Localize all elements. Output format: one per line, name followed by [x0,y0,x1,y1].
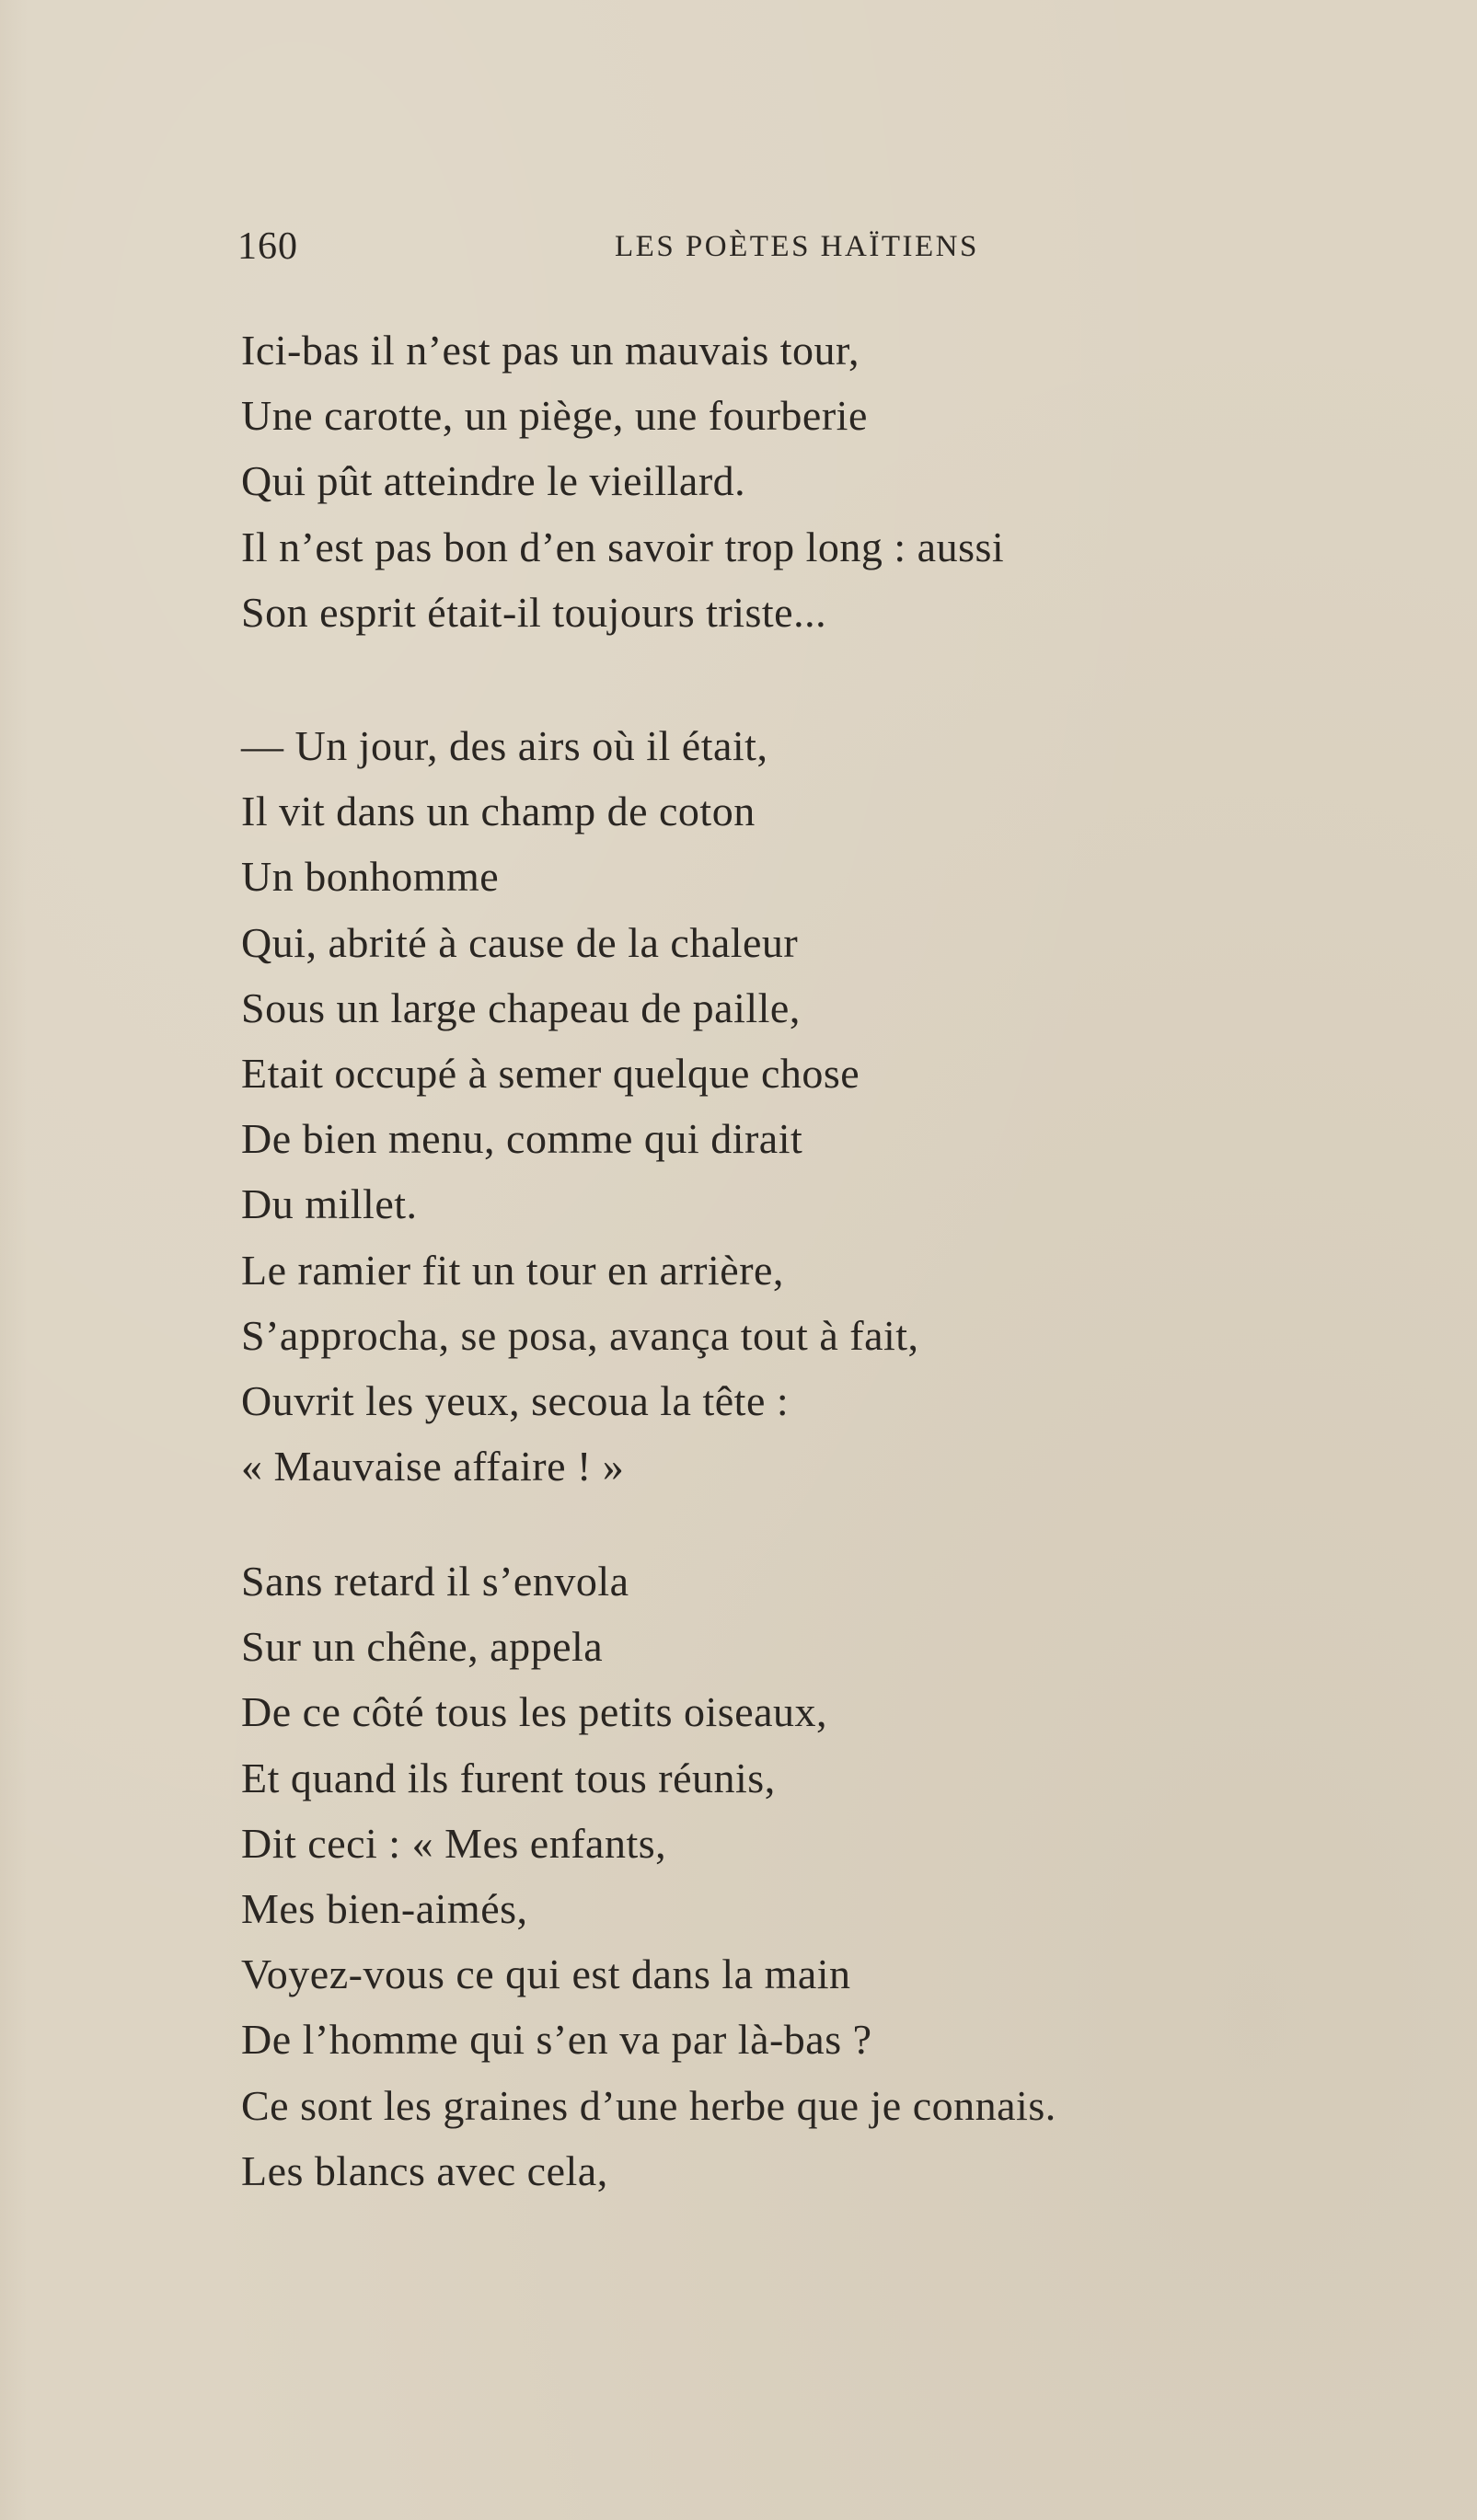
verse-line: Sous un large chapeau de paille, [241,984,801,1031]
verse-line: Sans retard il s’envola [241,1558,629,1605]
verse-line: Qui, abrité à cause de la chaleur [241,918,799,966]
verse-line: Les blancs avec cela, [241,2146,608,2194]
stanza-1 [241,317,1253,645]
verse-line: Mes bien-aimés, [241,1885,528,1933]
verse-line: Une carotte, un piège, une fourberie [241,392,868,440]
verse-line: De ce côté tous les petits oiseaux, [241,1688,828,1736]
verse-line: Ouvrit les yeux, secoua la tête : [241,1377,790,1425]
stanza-2 [241,713,1253,1499]
verse-line: De l’homme qui s’en va par là-bas ? [241,2016,872,2064]
verse-line: Qui pût atteindre le vieillard. [241,457,746,505]
verse-line: Dit ceci : « Mes enfants, [241,1819,667,1867]
verse-line: De bien menu, comme qui dirait [241,1115,803,1163]
verse-line: Ce sont les graines d’une herbe que je connais. [241,2081,1056,2129]
verse-line: Du millet. [241,1180,418,1228]
page-header [237,224,1047,280]
verse-line: Il vit dans un champ de coton [241,788,756,835]
verse-line: Ici-bas il n’est pas un mauvais tour, [241,327,860,374]
running-title: LES POÈTES HAÏTIENS [615,230,979,263]
verse-line: Etait occupé à semer quelque chose [241,1050,860,1098]
verse-line: Il n’est pas bon d’en savoir trop long : aussi [241,523,1005,570]
verse-line: Sur un chêne, appela [241,1623,604,1671]
verse-line: Et quand ils furent tous réunis, [241,1754,776,1801]
verse-line: Un bonhomme [241,853,500,901]
page-number: 160 [237,225,298,268]
verse-line: S’approcha, se posa, avança tout à fait, [241,1311,919,1359]
verse-line: — Un jour, des airs où il était, [241,722,768,769]
verse-line: Son esprit était-il toujours triste... [241,588,827,636]
verse-line: Voyez-vous ce qui est dans la main [241,1950,851,1998]
verse-line: Le ramier fit un tour en arrière, [241,1246,784,1294]
stanza-3 [241,1548,1253,2204]
verse-line: « Mauvaise affaire ! » [241,1443,625,1490]
